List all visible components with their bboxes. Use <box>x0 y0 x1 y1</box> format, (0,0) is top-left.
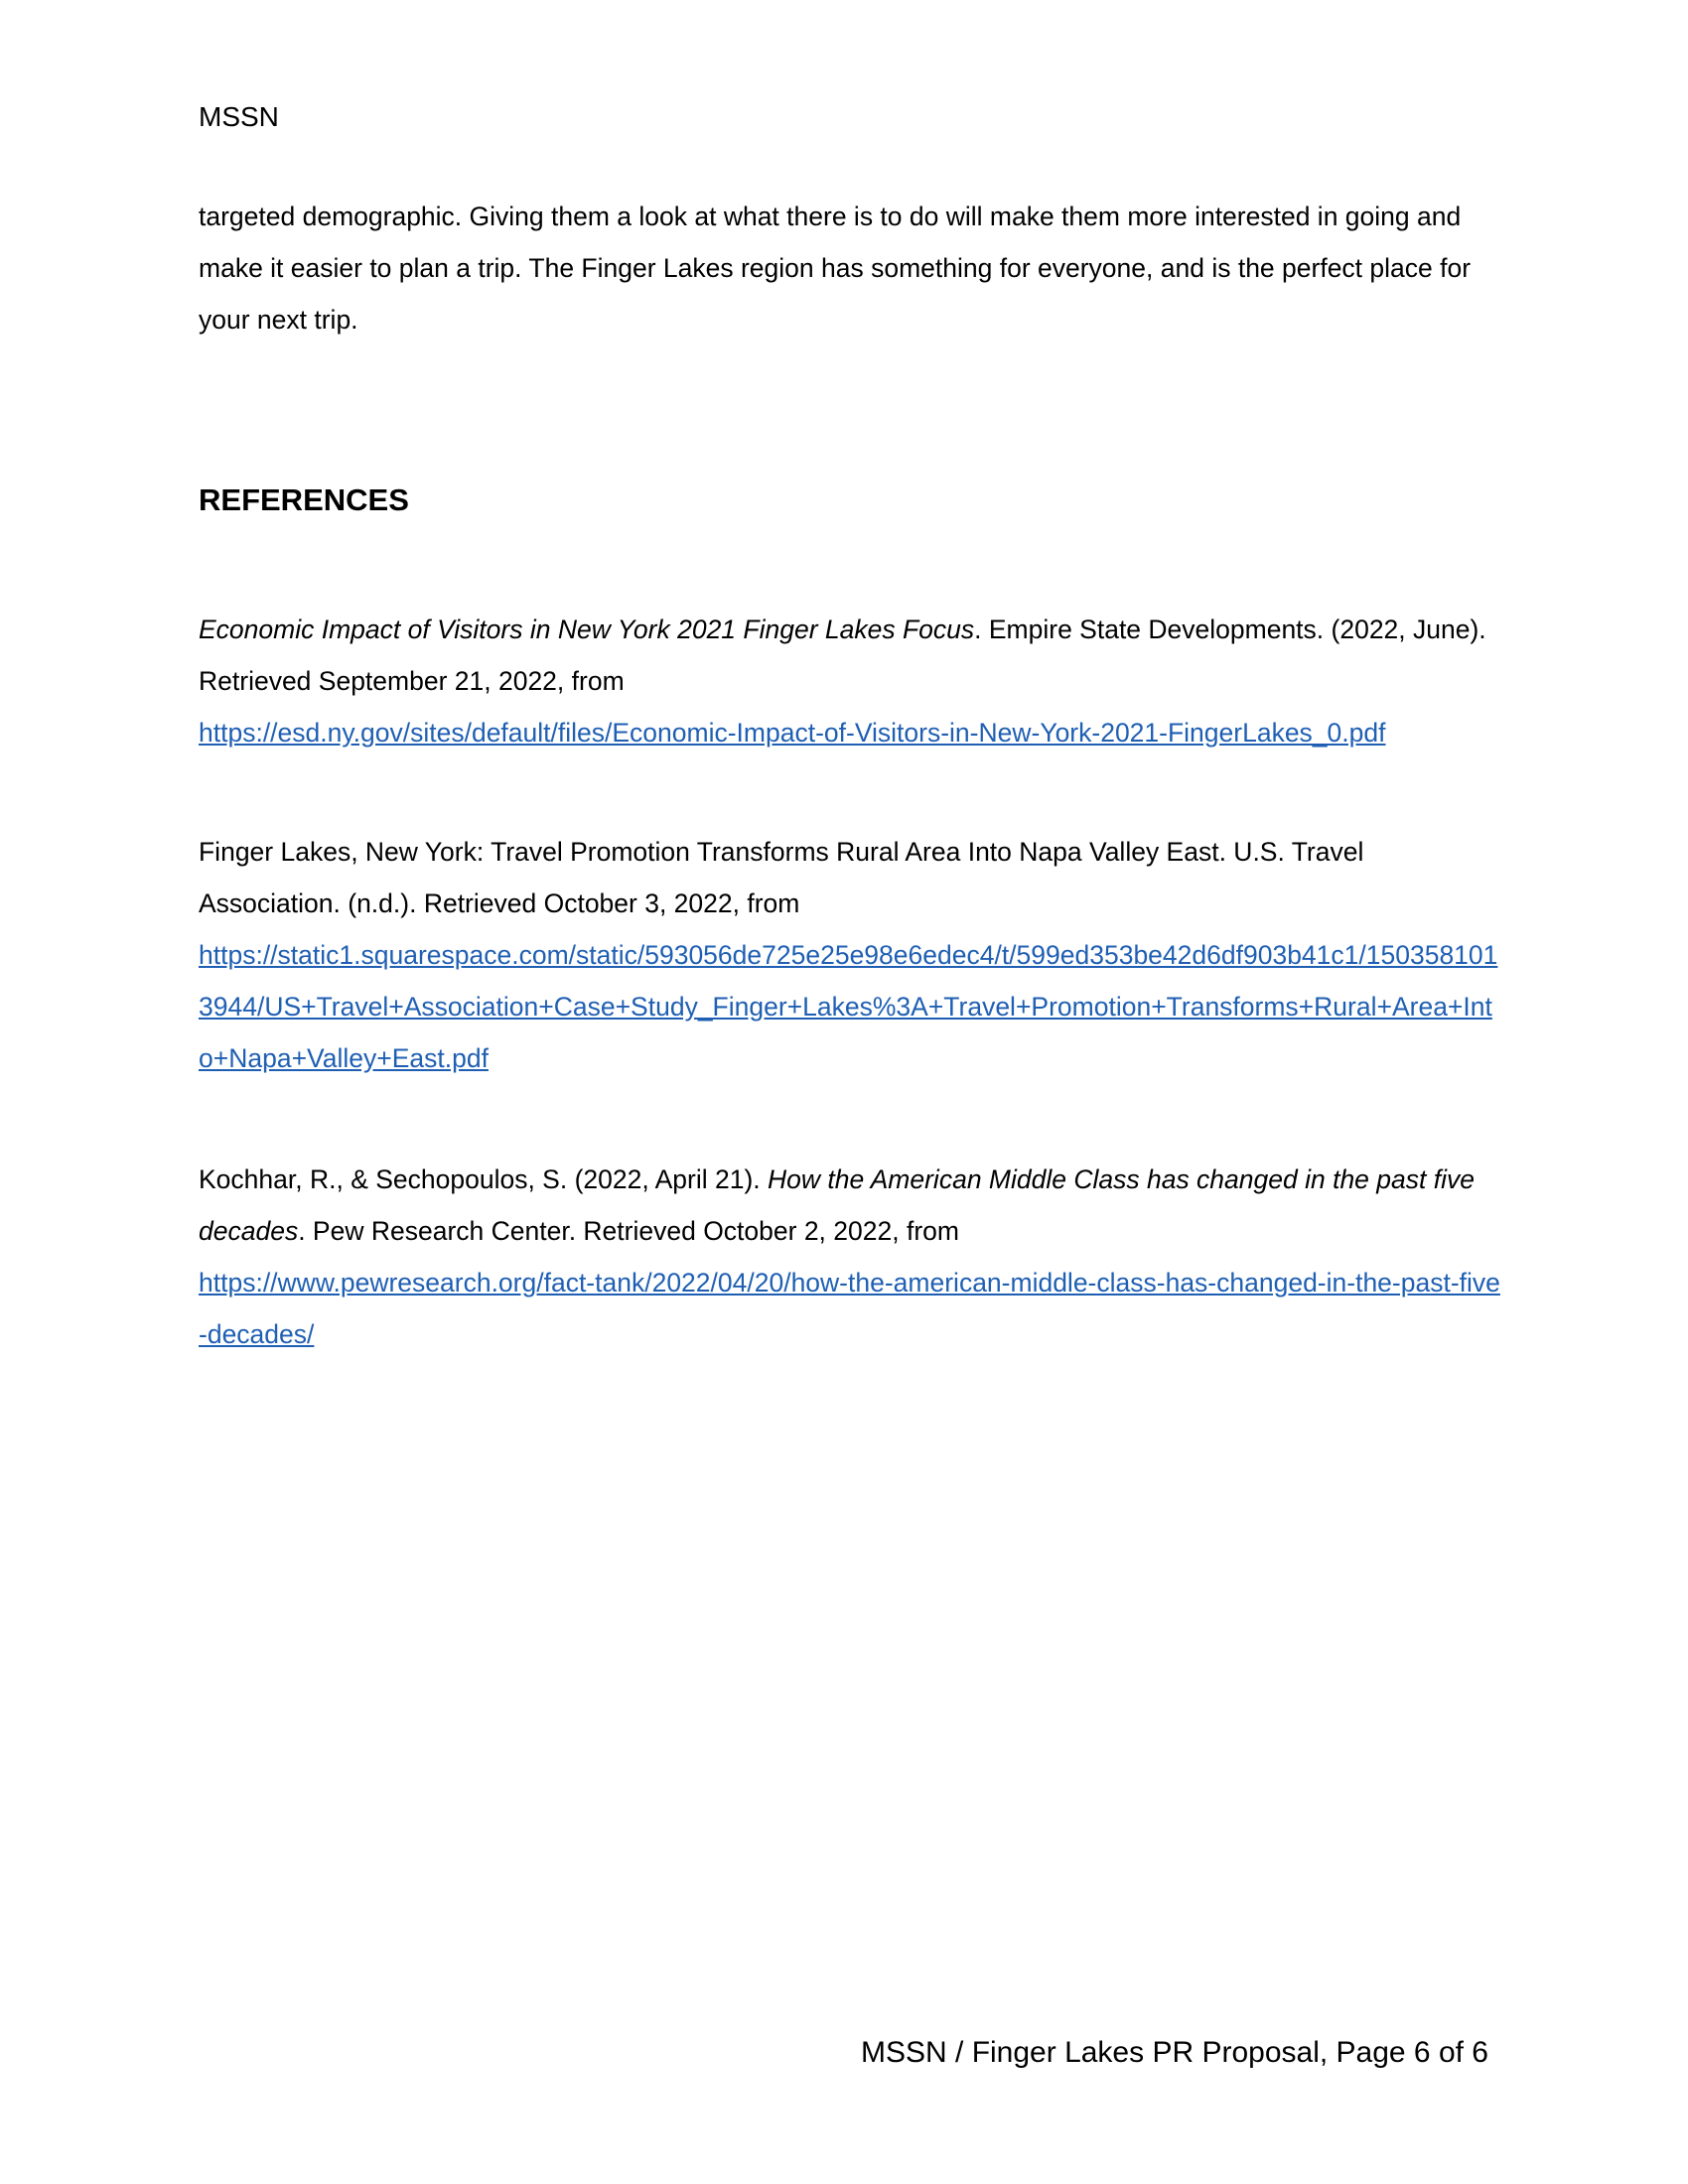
page-header: MSSN <box>199 101 279 132</box>
reference-1-title: Economic Impact of Visitors in New York 2021 Finger Lakes Focus <box>199 614 975 644</box>
reference-3-link[interactable]: https://www.pewresearch.org/fact-tank/2022/04/20/how-the-american-middle-class-has-changed-in-the-past-five-decades/ <box>199 1268 1500 1349</box>
reference-2-link[interactable]: https://static1.squarespace.com/static/593056de725e25e98e6edec4/t/599ed353be42d6df903b41c1/1503581013944/US+Travel+Association+Case+Study_Finger+Lakes%3A+Travel+Promotion+Transforms+Rural+Area+Into+Napa+Valley+East.pdf <box>199 940 1498 1073</box>
body-paragraph: targeted demographic. Giving them a look at what there is to do will make them more interested in going and make it easier to plan a trip. The Finger Lakes region has something for everyone, and is the perfect place for your next trip. <box>199 202 1472 335</box>
reference-2-text: Finger Lakes, New York: Travel Promotion Transforms Rural Area Into Napa Valley East. U.S. Travel Association. (n.d.). Retrieved October 3, 2022, from <box>199 837 1364 918</box>
reference-3-authors: Kochhar, R., & Sechopoulos, S. (2022, April 21). <box>199 1164 769 1194</box>
reference-1-link[interactable]: https://esd.ny.gov/sites/default/files/Economic-Impact-of-Visitors-in-New-York-2021-FingerLakes_0.pdf <box>199 718 1386 748</box>
reference-entry-1 <box>199 604 1501 758</box>
reference-entry-3 <box>199 1154 1501 1360</box>
reference-3-title: How the American Middle Class has changed in the past five decades <box>199 1164 1475 1246</box>
body-paragraph-block <box>199 191 1489 345</box>
references-heading: REFERENCES <box>199 482 409 517</box>
reference-entry-2 <box>199 826 1501 1084</box>
reference-1-text: . Empire State Developments. (2022, June). Retrieved September 21, 2022, from <box>199 614 1486 696</box>
page-footer: MSSN / Finger Lakes PR Proposal, Page 6 of 6 <box>861 2036 1488 2069</box>
reference-3-text: . Pew Research Center. Retrieved October 2, 2022, from <box>298 1216 959 1246</box>
